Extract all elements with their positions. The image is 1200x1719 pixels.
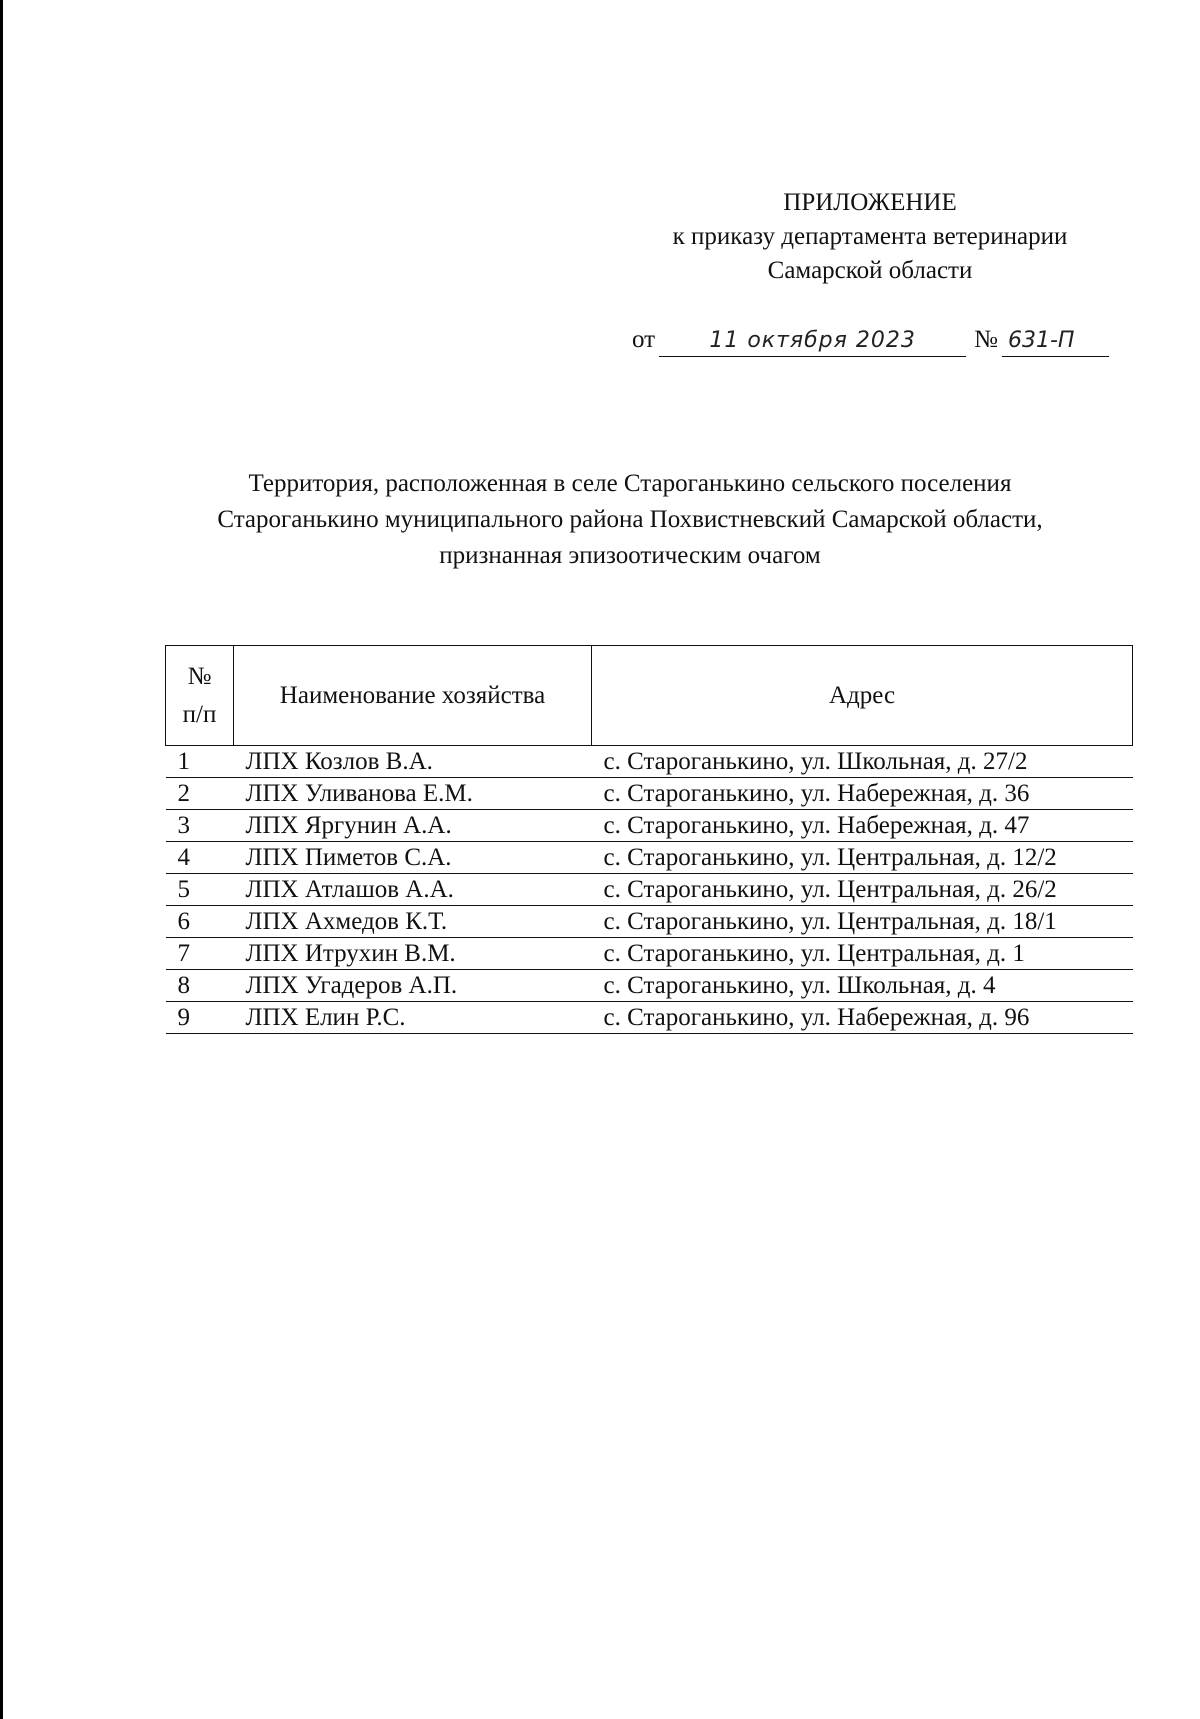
header-number-abbrev: п/п xyxy=(182,700,217,728)
row-address: с. Староганькино, ул. Школьная, д. 27/2 xyxy=(592,746,1133,778)
order-number-label: № xyxy=(974,326,998,353)
table-row xyxy=(166,1002,1133,1034)
table-body xyxy=(166,746,1133,1034)
row-address: с. Староганькино, ул. Центральная, д. 26/2 xyxy=(592,874,1133,906)
row-farm-name: ЛПХ Угадеров А.П. xyxy=(234,970,592,1002)
row-number: 5 xyxy=(166,874,234,906)
row-number: 1 xyxy=(166,746,234,778)
appendix-line-1: к приказу департамента ветеринарии xyxy=(672,223,1068,250)
row-farm-name: ЛПХ Уливанова Е.М. xyxy=(234,778,592,810)
table-row xyxy=(166,874,1133,906)
row-farm-name: ЛПХ Козлов В.А. xyxy=(234,746,592,778)
row-address: с. Староганькино, ул. Набережная, д. 96 xyxy=(592,1002,1133,1034)
row-farm-name: ЛПХ Яргунин А.А. xyxy=(234,810,592,842)
table-row xyxy=(166,778,1133,810)
row-address: с. Староганькино, ул. Набережная, д. 36 xyxy=(592,778,1133,810)
table-header-row xyxy=(166,646,1133,746)
row-address: с. Староганькино, ул. Центральная, д. 1 xyxy=(592,938,1133,970)
order-reference xyxy=(632,326,1132,357)
heading-line-1: Территория, расположенная в селе Староганькино сельского поселения xyxy=(248,470,1012,497)
header-number-symbol: № xyxy=(187,662,212,690)
order-number-handwritten: 631-П xyxy=(1002,326,1109,357)
row-number: 8 xyxy=(166,970,234,1002)
row-farm-name: ЛПХ Пиметов С.А. xyxy=(234,842,592,874)
row-number: 4 xyxy=(166,842,234,874)
row-number: 2 xyxy=(166,778,234,810)
row-number: 7 xyxy=(166,938,234,970)
table-row xyxy=(166,906,1133,938)
table-row xyxy=(166,810,1133,842)
heading-line-3: признанная эпизоотическим очагом xyxy=(439,542,821,569)
header-number xyxy=(166,646,234,746)
appendix-block xyxy=(620,186,1120,288)
table-row xyxy=(166,938,1133,970)
row-address: с. Староганькино, ул. Набережная, д. 47 xyxy=(592,810,1133,842)
row-farm-name: ЛПХ Елин Р.С. xyxy=(234,1002,592,1034)
row-address: с. Староганькино, ул. Школьная, д. 4 xyxy=(592,970,1133,1002)
row-number: 3 xyxy=(166,810,234,842)
header-address: Адрес xyxy=(592,646,1133,746)
row-farm-name: ЛПХ Итрухин В.М. xyxy=(234,938,592,970)
scan-left-edge xyxy=(0,0,3,1719)
row-address: с. Староганькино, ул. Центральная, д. 18/1 xyxy=(592,906,1133,938)
order-date-handwritten: 11 октября 2023 xyxy=(659,326,966,357)
document-heading xyxy=(140,466,1120,574)
row-address: с. Староганькино, ул. Центральная, д. 12/2 xyxy=(592,842,1133,874)
row-number: 6 xyxy=(166,906,234,938)
row-farm-name: ЛПХ Атлашов А.А. xyxy=(234,874,592,906)
table-row xyxy=(166,746,1133,778)
heading-line-2: Староганькино муниципального района Похвистневский Самарской области, xyxy=(217,506,1043,533)
row-number: 9 xyxy=(166,1002,234,1034)
header-farm-name: Наименование хозяйства xyxy=(234,646,592,746)
table-row xyxy=(166,970,1133,1002)
table-row xyxy=(166,842,1133,874)
farms-table xyxy=(165,645,1133,1034)
appendix-title: ПРИЛОЖЕНИЕ xyxy=(783,189,957,216)
appendix-line-2: Самарской области xyxy=(767,257,973,284)
row-farm-name: ЛПХ Ахмедов К.Т. xyxy=(234,906,592,938)
order-from-label: от xyxy=(632,326,656,353)
